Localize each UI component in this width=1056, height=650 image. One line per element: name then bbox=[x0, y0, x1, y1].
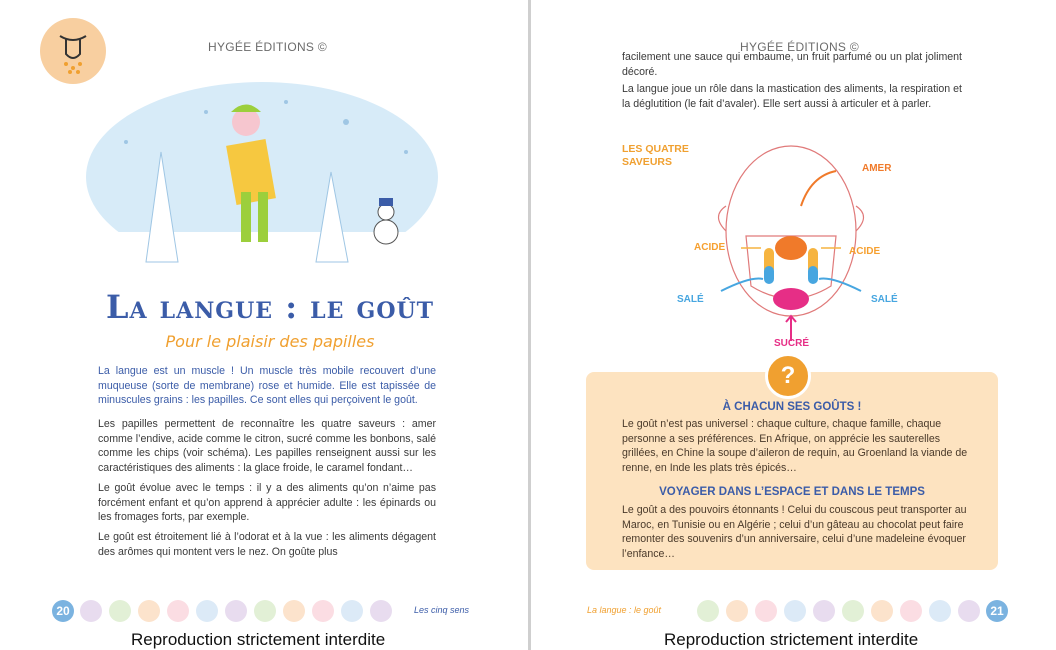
page-number: 20 bbox=[52, 600, 74, 622]
page-subtitle: Pour le plaisir des papilles bbox=[165, 332, 375, 351]
eye-icon bbox=[784, 600, 806, 622]
ear-icon bbox=[80, 600, 102, 622]
paragraph-evolution: Le goût évolue avec le temps : il y a des aliments qu’on n’aime pas forcément enfant et qu’on apprend à apprécier adulte : les épinards ou les fromages forts, par exemple. bbox=[98, 482, 436, 523]
reproduction-notice: Reproduction strictement interdite bbox=[664, 630, 919, 649]
left-footer bbox=[52, 600, 482, 624]
question-mark-icon: ? bbox=[765, 353, 811, 399]
paragraph-odorat: Le goût est étroitement lié à l’odorat et à la vue : les aliments dégagent des arômes qui montent vers le nez. On goûte plus bbox=[98, 531, 436, 558]
nose-icon bbox=[109, 600, 131, 622]
tongue-icon bbox=[726, 600, 748, 622]
nose-icon bbox=[697, 600, 719, 622]
hand-icon bbox=[312, 600, 334, 622]
continued-paragraph: facilement une sauce qui embaume, un fruit parfumé ou un plat joliment décoré. bbox=[622, 51, 962, 78]
winter-illustration bbox=[86, 82, 438, 272]
box-heading-voyage: VOYAGER DANS L’ESPACE ET DANS LE TEMPS bbox=[659, 486, 925, 498]
footer-section-label: Les cinq sens bbox=[414, 605, 470, 615]
label-sale-right: SALÉ bbox=[871, 294, 898, 305]
paragraph-saveurs: Les papilles permettent de reconnaître les quatre saveurs : amer comme l’endive, acide comme le citron, sucré comme les bonbons, salé comme les chips (voir schéma). Les papilles renseignent aussi sur les caractéristiques des aliments : la glace froide, le caramel fondant… bbox=[98, 418, 436, 474]
label-acide-left: ACIDE bbox=[694, 242, 726, 253]
publisher-credit: HYGÉE ÉDITIONS © bbox=[740, 40, 859, 54]
ear-icon bbox=[958, 600, 980, 622]
eye-icon bbox=[196, 600, 218, 622]
box-heading-goûts: À CHACUN SES GOÛTS ! bbox=[722, 401, 862, 413]
page-number: 21 bbox=[986, 600, 1008, 622]
ear-icon bbox=[370, 600, 392, 622]
ear-icon bbox=[813, 600, 835, 622]
label-sucre: SUCRÉ bbox=[774, 338, 810, 349]
hand-icon bbox=[167, 600, 189, 622]
reproduction-notice: Reproduction strictement interdite bbox=[131, 630, 386, 649]
tongue-icon bbox=[283, 600, 305, 622]
nose-icon bbox=[254, 600, 276, 622]
eye-icon bbox=[341, 600, 363, 622]
hand-icon bbox=[755, 600, 777, 622]
tongue-icon bbox=[40, 18, 106, 84]
box-text-voyage: Le goût a des pouvoirs étonnants ! Celui du couscous peut transporter au Maroc, en Tunisie ou en Algérie ; celui d’un gâteau au chocolat peut faire remonter des souvenirs d’un anniversaire, celui d’une madeleine évoquer l’enfance… bbox=[622, 504, 967, 560]
label-sale-left: SALÉ bbox=[677, 294, 704, 305]
right-page bbox=[531, 0, 1056, 650]
diagram-title: LES QUATRE SAVEURS bbox=[622, 143, 689, 168]
tongue-icon bbox=[138, 600, 160, 622]
box-text-goûts: Le goût n’est pas universel : chaque culture, chaque famille, chaque personne a ses préférences. En Afrique, on apprécie les sauterelles grillées, en Chine la soupe d’aileron de requin, au Groenland la viande de renne, en Inde les plats très épicés… bbox=[622, 418, 968, 474]
footer-section-label: La langue : le goût bbox=[587, 605, 662, 615]
right-footer bbox=[587, 600, 1017, 624]
page-title: La langue : le goût bbox=[105, 288, 435, 326]
tongue-icon bbox=[871, 600, 893, 622]
paragraph-roles: La langue joue un rôle dans la mastication des aliments, la respiration et la déglutition (le fait d’avaler). Elle sert aussi à articuler et à parler. bbox=[622, 83, 962, 110]
eye-icon bbox=[929, 600, 951, 622]
intro-paragraph: La langue est un muscle ! Un muscle très mobile recouvert d’une muqueuse (sorte de membrane) rose et humide. Elle est tapissée de minuscules grains : les papilles. Ce sont elles qui perçoivent le goût. bbox=[98, 365, 436, 406]
publisher-credit: HYGÉE ÉDITIONS © bbox=[208, 40, 327, 54]
info-box bbox=[586, 372, 998, 570]
label-acide-right: ACIDE bbox=[849, 246, 881, 257]
label-amer: AMER bbox=[862, 163, 892, 174]
hand-icon bbox=[900, 600, 922, 622]
ear-icon bbox=[225, 600, 247, 622]
nose-icon bbox=[842, 600, 864, 622]
